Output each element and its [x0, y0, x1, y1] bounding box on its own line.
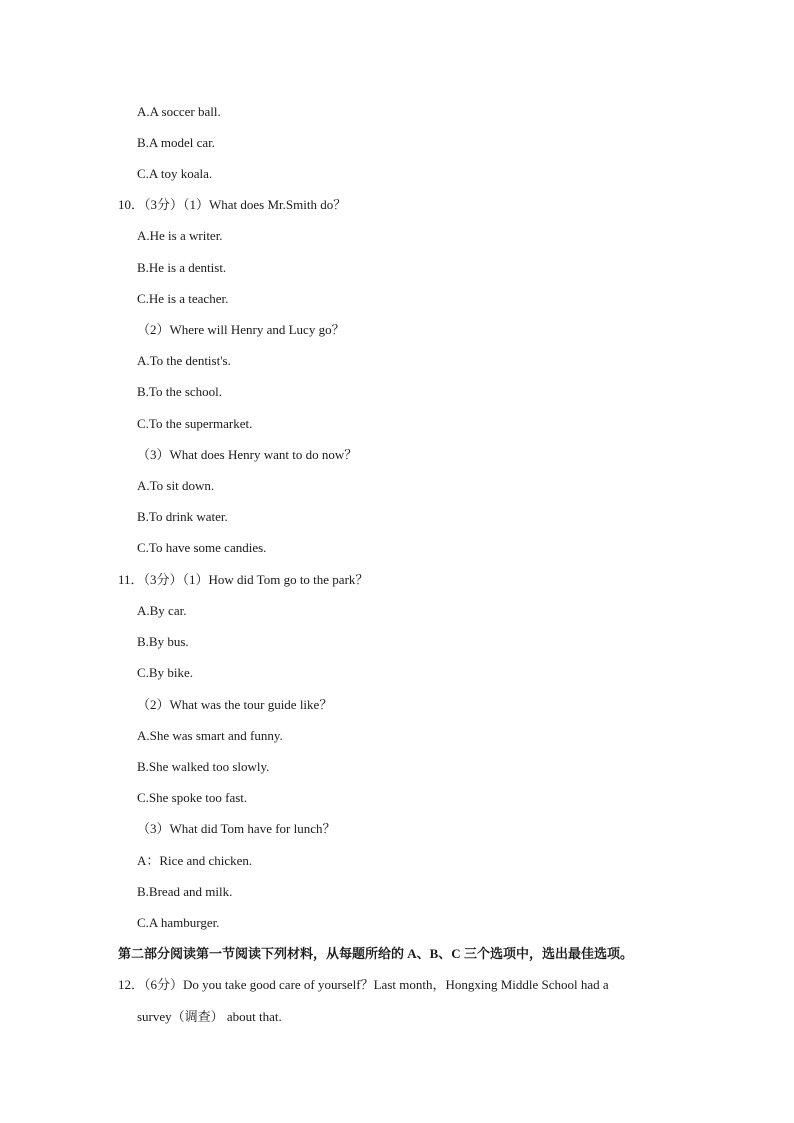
- q10-p2-option-c: C.To the supermarket.: [137, 416, 253, 431]
- q10-p2-option-a: A.To the dentist's.: [137, 353, 231, 368]
- q10-question: 10．（3分）（1）What does Mr.Smith do？: [118, 197, 347, 212]
- section-heading: 第二部分阅读第一节阅读下列材料，从每题所给的 A、B、C 三个选项中，选出最佳选项。: [118, 946, 633, 961]
- q10-p3-option-a: A.To sit down.: [137, 478, 215, 493]
- q11-p2-question: （2）What was the tour guide like？: [137, 697, 333, 712]
- q11-p3-option-b: B.Bread and milk.: [137, 884, 233, 899]
- q9-option-c: C.A toy koala.: [137, 166, 213, 181]
- q11-p2-option-b: B.She walked too slowly.: [137, 759, 270, 774]
- q12-question-line1: 12．（6分）Do you take good care of yourself？Last month，Hongxing Middle School had a: [118, 977, 609, 992]
- q10-p2-question: （2）Where will Henry and Lucy go？: [137, 322, 345, 337]
- q10-p1-option-b: B.He is a dentist.: [137, 260, 227, 275]
- q11-p3-question: （3）What did Tom have for lunch？: [137, 821, 336, 836]
- q10-p1-option-c: C.He is a teacher.: [137, 291, 229, 306]
- q11-p1-option-b: B.By bus.: [137, 634, 189, 649]
- q11-question: 11．（3分）（1）How did Tom go to the park？: [118, 572, 369, 587]
- q11-p3-option-c: C.A hamburger.: [137, 915, 220, 930]
- q11-p2-option-c: C.She spoke too fast.: [137, 790, 248, 805]
- q9-option-b: B.A model car.: [137, 135, 215, 150]
- q12-question-line2: survey（调查） about that.: [137, 1009, 282, 1024]
- q10-p2-option-b: B.To the school.: [137, 384, 223, 399]
- q10-p3-question: （3）What does Henry want to do now？: [137, 447, 358, 462]
- q10-p3-option-c: C.To have some candies.: [137, 540, 267, 555]
- q9-option-a: A.A soccer ball.: [137, 104, 221, 119]
- q10-p3-option-b: B.To drink water.: [137, 509, 228, 524]
- q10-p1-option-a: A.He is a writer.: [137, 228, 223, 243]
- q11-p1-option-c: C.By bike.: [137, 665, 193, 680]
- q11-p2-option-a: A.She was smart and funny.: [137, 728, 283, 743]
- q11-p1-option-a: A.By car.: [137, 603, 187, 618]
- q11-p3-option-a: A：Rice and chicken.: [137, 853, 253, 868]
